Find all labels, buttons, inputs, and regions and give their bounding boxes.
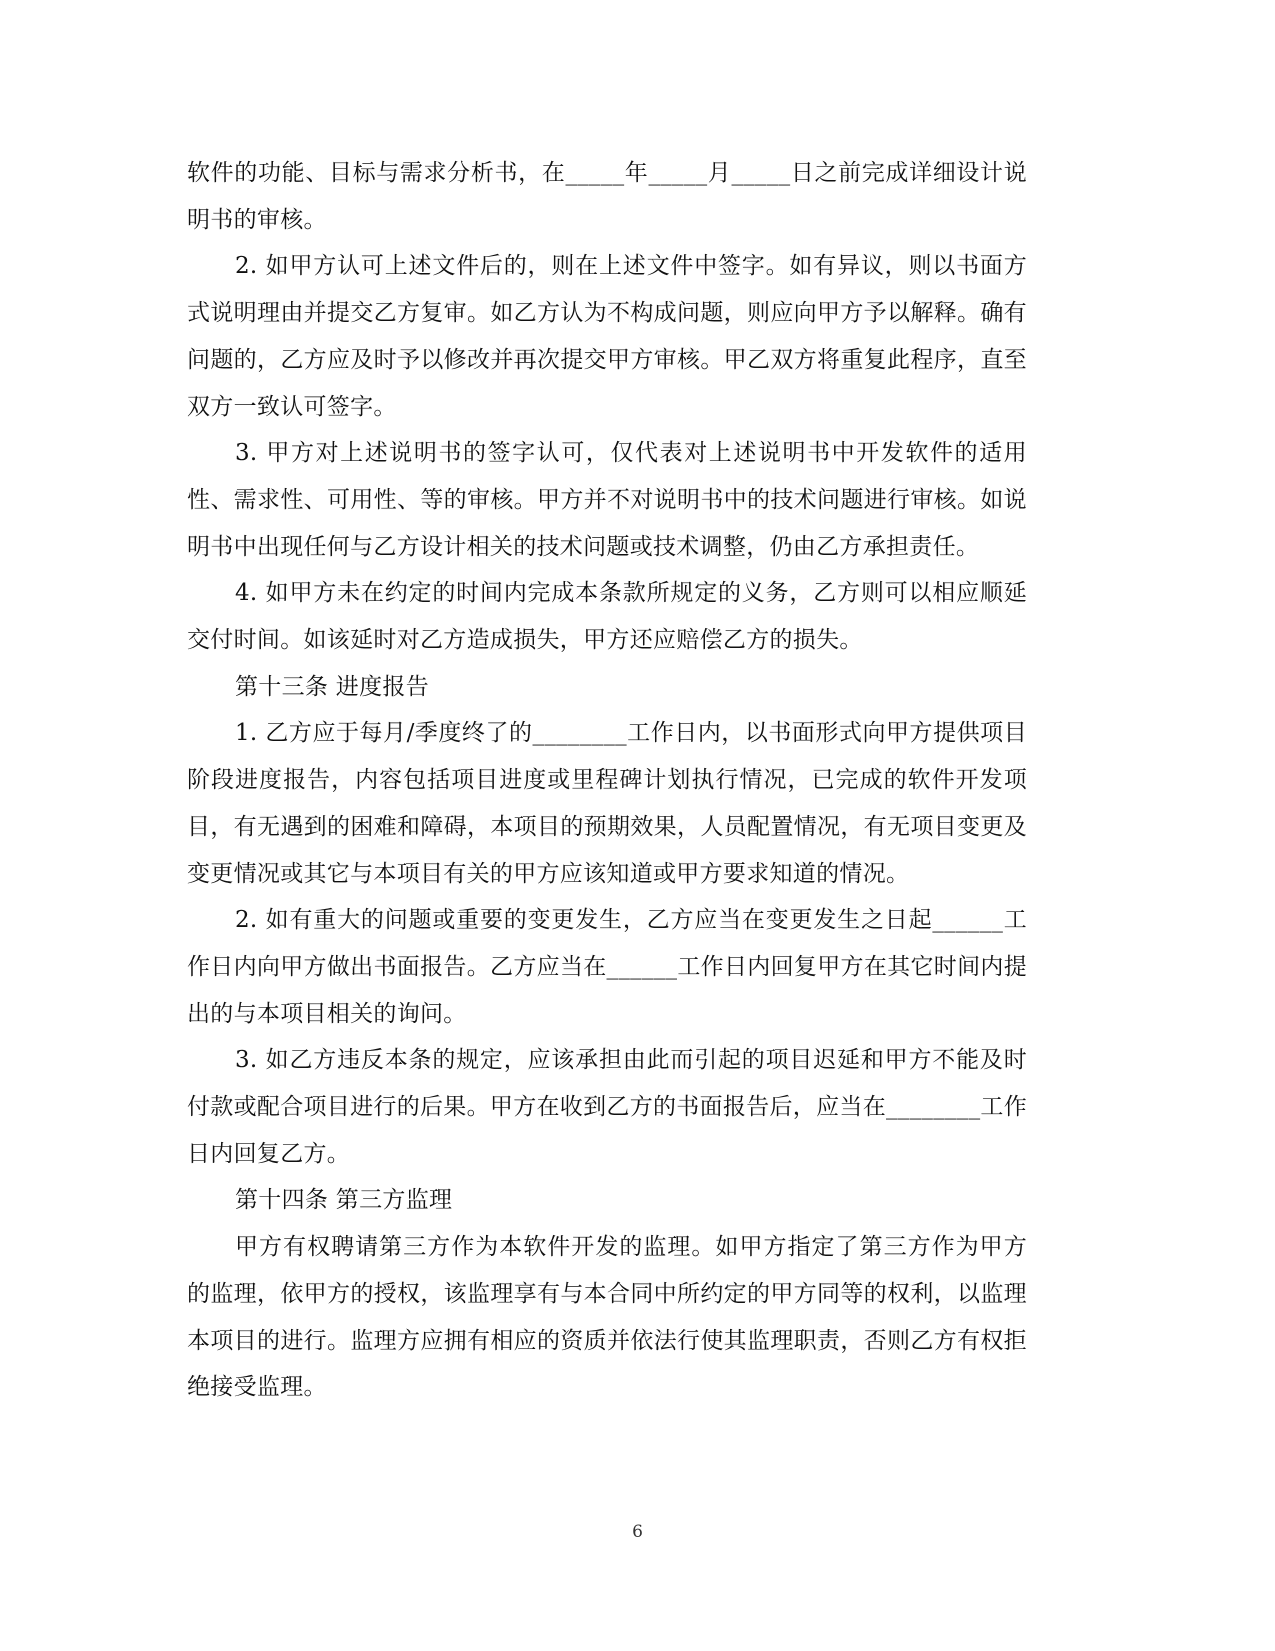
clause-12-item-4: 4. 如甲方未在约定的时间内完成本条款所规定的义务，乙方则可以相应顺延交付时间。如该延时对乙方造成损失，甲方还应赔偿乙方的损失。 <box>187 580 1027 654</box>
clause-13-item-2: 2. 如有重大的问题或重要的变更发生，乙方应当在变更发生之日起______工作日内向甲方做出书面报告。乙方应当在______工作日内回复甲方在其它时间内提出的与本项目相关的询问。 <box>187 907 1027 1027</box>
paragraph-continuation: 软件的功能、目标与需求分析书，在_____年_____月_____日之前完成详细设计说明书的审核。 <box>187 160 1027 233</box>
clause-13-heading: 第十三条 进度报告 <box>235 673 430 700</box>
clause-13-item-1: 1. 乙方应于每月/季度终了的________工作日内，以书面形式向甲方提供项目阶段进度报告，内容包括项目进度或里程碑计划执行情况，已完成的软件开发项目，有无遇到的困难和障碍，本项目的预期效果，人员配置情况，有无项目变更及变更情况或其它与本项目有关的甲方应该知道或甲方要求知道的情况。 <box>187 720 1027 887</box>
clause-14-body: 甲方有权聘请第三方作为本软件开发的监理。如甲方指定了第三方作为甲方的监理，依甲方的授权，该监理享有与本合同中所约定的甲方同等的权利，以监理本项目的进行。监理方应拥有相应的资质并依法行使其监理职责，否则乙方有权拒绝接受监理。 <box>187 1234 1027 1401</box>
clause-14-heading: 第十四条 第三方监理 <box>235 1187 453 1214</box>
page-number: 6 <box>632 1522 643 1542</box>
clause-13-item-3: 3. 如乙方违反本条的规定，应该承担由此而引起的项目迟延和甲方不能及时付款或配合项目进行的后果。甲方在收到乙方的书面报告后，应当在________工作日内回复乙方。 <box>187 1047 1027 1167</box>
document-body <box>187 150 1027 1411</box>
clause-12-item-3: 3. 甲方对上述说明书的签字认可，仅代表对上述说明书中开发软件的适用性、需求性、可用性、等的审核。甲方并不对说明书中的技术问题进行审核。如说明书中出现任何与乙方设计相关的技术问题或技术调整，仍由乙方承担责任。 <box>187 440 1027 560</box>
clause-12-item-2: 2. 如甲方认可上述文件后的，则在上述文件中签字。如有异议，则以书面方式说明理由并提交乙方复审。如乙方认为不构成问题，则应向甲方予以解释。确有问题的，乙方应及时予以修改并再次提交甲方审核。甲乙双方将重复此程序，直至双方一致认可签字。 <box>187 253 1027 420</box>
